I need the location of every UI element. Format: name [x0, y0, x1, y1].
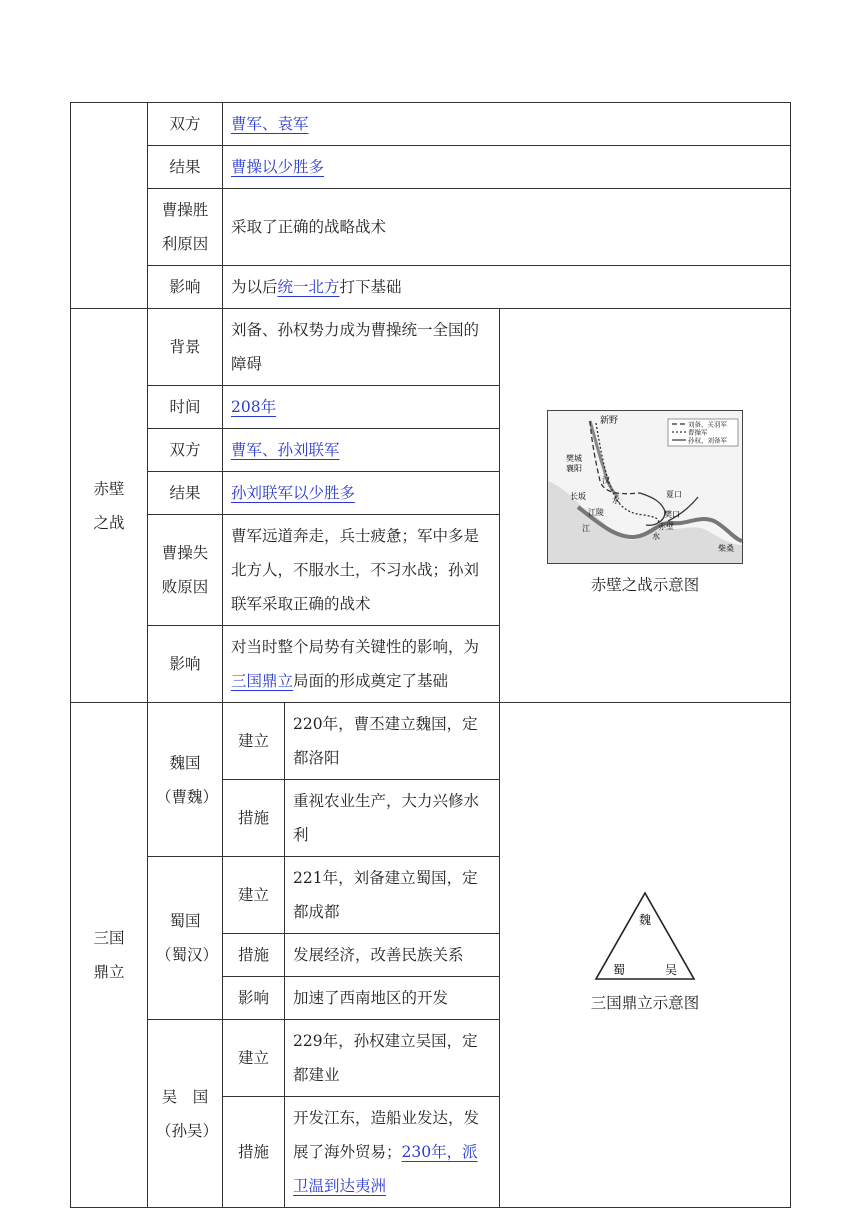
wei-value-founding: 220年，曹丕建立魏国，定都洛阳 — [285, 703, 500, 780]
wei-label-founding: 建立 — [223, 703, 285, 780]
map-place-fankou: 樊口 — [664, 509, 680, 519]
chibi-battle-map — [547, 410, 743, 564]
map-place-jiang: 江 — [582, 523, 590, 533]
map-place-han: 汉 — [602, 475, 610, 485]
wu-value-measures: 开发江东，造船业发达，发展了海外贸易；230年，派卫温到达夷洲 — [285, 1097, 500, 1208]
chibi-value-time: 208年 — [223, 386, 500, 429]
map-place-xinye: 新野 — [600, 415, 619, 426]
map-place-xiangyang: 襄阳 — [566, 463, 582, 473]
map-place-chibi: 赤壁 — [658, 521, 674, 531]
shu-value-impact: 加速了西南地区的开发 — [285, 977, 500, 1020]
chibi-map-caption: 赤壁之战示意图 — [590, 575, 700, 594]
three-kingdoms-triangle — [593, 890, 697, 982]
chibi-value-background: 刘备、孙权势力成为曹操统一全国的障碍 — [223, 309, 500, 386]
wei-value-measures: 重视农业生产，大力兴修水利 — [285, 780, 500, 857]
state-wei-cell: 魏国 （曹魏） — [148, 703, 223, 857]
guandu-title-cell — [71, 103, 148, 309]
shu-value-measures: 发展经济，改善民族关系 — [285, 934, 500, 977]
chibi-value-reason: 曹军远道奔走，兵士疲惫；军中多是北方人，不服水土，不习水战；孙刘联军采取正确的战术 — [223, 515, 500, 626]
guandu-label-reason: 曹操胜 利原因 — [148, 189, 223, 266]
triangle-label-wei: 魏 — [638, 913, 652, 927]
chibi-value-impact: 对当时整个局势有关键性的影响，为三国鼎立局面的形成奠定了基础 — [223, 626, 500, 703]
sanguo-title-cell: 三国 鼎立 — [71, 703, 148, 1208]
guandu-label-impact: 影响 — [148, 266, 223, 309]
map-legend-3: 孙权、刘备军 — [688, 436, 727, 444]
guandu-value-result: 曹操以少胜多 — [223, 146, 791, 189]
map-place-shui-1: 水 — [612, 495, 620, 505]
map-place-xiakou: 夏口 — [666, 489, 682, 499]
sanguo-triangle-caption: 三国鼎立示意图 — [590, 994, 700, 1012]
map-place-chaisang: 柴桑 — [718, 543, 734, 553]
map-legend-2: 曹操军 — [688, 428, 708, 436]
state-shu-cell: 蜀国 （蜀汉） — [148, 857, 223, 1020]
map-place-fancheng: 樊城 — [566, 453, 582, 463]
chibi-label-time: 时间 — [148, 386, 223, 429]
chibi-label-result: 结果 — [148, 472, 223, 515]
map-place-jiangling: 江陵 — [588, 507, 604, 517]
chibi-label-sides: 双方 — [148, 429, 223, 472]
shu-label-impact: 影响 — [223, 977, 285, 1020]
guandu-value-impact: 为以后统一北方打下基础 — [223, 266, 791, 309]
chibi-label-reason: 曹操失 败原因 — [148, 515, 223, 626]
guandu-value-reason: 采取了正确的战略战术 — [223, 189, 791, 266]
guandu-label-sides: 双方 — [148, 103, 223, 146]
triangle-label-shu: 蜀 — [612, 963, 626, 977]
shu-value-founding: 221年，刘备建立蜀国，定都成都 — [285, 857, 500, 934]
chibi-title-cell: 赤壁 之战 — [71, 309, 148, 703]
chibi-value-sides: 曹军、孙刘联军 — [223, 429, 500, 472]
map-place-shui-2: 水 — [652, 531, 660, 541]
guandu-value-sides: 曹军、袁军 — [223, 103, 791, 146]
state-wu-cell: 吴 国 （孙吴） — [148, 1020, 223, 1208]
sanguo-triangle-cell — [500, 703, 791, 1208]
guandu-label-result: 结果 — [148, 146, 223, 189]
wei-label-measures: 措施 — [223, 780, 285, 857]
history-table — [70, 102, 791, 1208]
wu-label-measures: 措施 — [223, 1097, 285, 1208]
chibi-label-impact: 影响 — [148, 626, 223, 703]
chibi-label-background: 背景 — [148, 309, 223, 386]
chibi-map-cell — [500, 309, 791, 703]
triangle-label-wu: 吴 — [664, 963, 678, 977]
wu-label-founding: 建立 — [223, 1020, 285, 1097]
map-legend-1: 刘备、关羽军 — [688, 420, 727, 428]
map-place-changban: 长坂 — [570, 491, 586, 501]
shu-label-measures: 措施 — [223, 934, 285, 977]
wu-value-founding: 229年，孙权建立吴国，定都建业 — [285, 1020, 500, 1097]
shu-label-founding: 建立 — [223, 857, 285, 934]
chibi-value-result: 孙刘联军以少胜多 — [223, 472, 500, 515]
